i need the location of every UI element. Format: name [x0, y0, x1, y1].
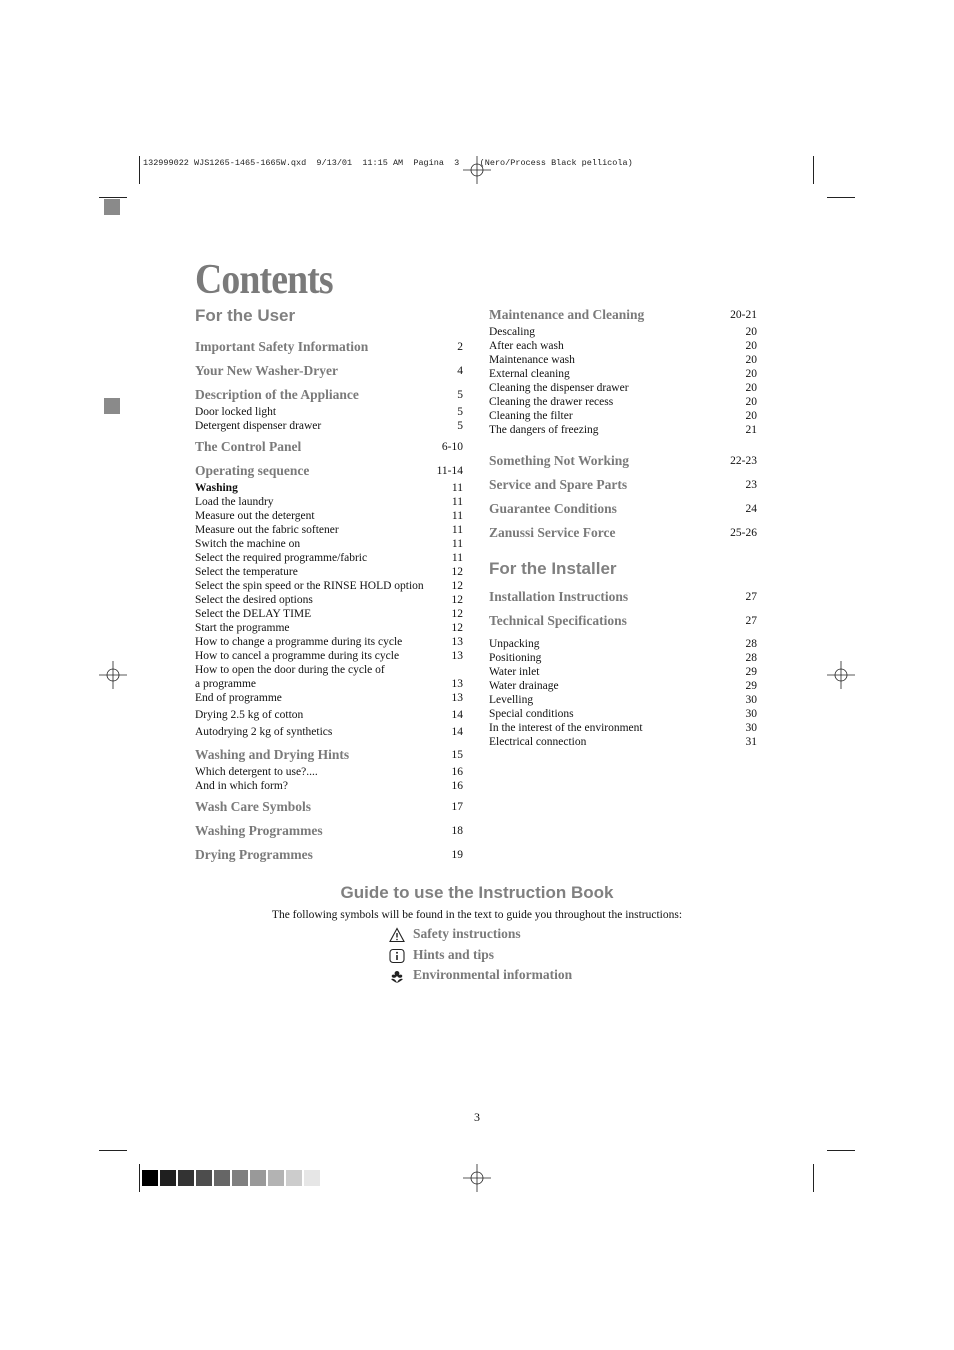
user-contents-column: [195, 305, 463, 865]
entry-label: Operating sequence: [195, 463, 310, 478]
info-icon: [389, 948, 405, 964]
crop-mark: [827, 197, 855, 198]
entry-page-number: 13: [451, 692, 463, 704]
color-swatch: [268, 1170, 284, 1186]
entry-label: Something Not Working: [489, 453, 630, 468]
page-title: Contents: [195, 257, 333, 303]
entry-label: a programme: [195, 678, 256, 690]
crop-mark: [99, 197, 127, 198]
entry-label: Unpacking: [489, 638, 540, 650]
contents-entry: [195, 621, 463, 635]
contents-entry: [195, 724, 463, 741]
entry-label: Levelling: [489, 694, 534, 706]
margin-marker: [104, 398, 120, 414]
contents-list: [195, 337, 463, 865]
contents-entry: [195, 707, 463, 724]
color-swatch: [250, 1170, 266, 1186]
contents-entry: [195, 593, 463, 607]
color-swatch: [178, 1170, 194, 1186]
entry-page-number: 30: [745, 708, 757, 720]
entry-label: Washing: [195, 482, 238, 494]
contents-entry: [195, 779, 463, 793]
entry-label: Technical Specifications: [489, 613, 627, 628]
maintenance-contents-column: [489, 305, 757, 749]
contents-entry: [489, 665, 757, 679]
contents-entry: [195, 405, 463, 419]
entry-page-number: 4: [457, 365, 463, 377]
contents-entry: [195, 495, 463, 509]
entry-page-number: 11-14: [436, 465, 463, 477]
contents-entry: [489, 679, 757, 693]
contents-entry: [489, 339, 757, 353]
contents-section-entry: [195, 385, 463, 405]
entry-page-number: 27: [745, 615, 757, 627]
contents-entry: [195, 419, 463, 433]
crop-mark: [99, 1150, 127, 1151]
contents-section-entry: [195, 845, 463, 865]
entry-label: Installation Instructions: [489, 589, 629, 604]
registration-mark-icon: [99, 661, 127, 689]
entry-page-number: 20: [745, 410, 757, 422]
entry-page-number: 27: [745, 591, 757, 603]
page-number: 3: [474, 1110, 480, 1124]
entry-label: How to open the door during the cycle of: [195, 664, 385, 676]
contents-entry: [195, 663, 463, 677]
contents-section-entry: [489, 305, 757, 325]
entry-label: Load the laundry: [195, 496, 274, 508]
entry-page-number: 20: [745, 354, 757, 366]
entry-page-number: 24: [745, 503, 757, 515]
crop-mark: [813, 156, 814, 184]
entry-label: After each wash: [489, 340, 564, 352]
entry-label: Select the DELAY TIME: [195, 608, 312, 620]
contents-entry: [489, 367, 757, 381]
color-swatch: [196, 1170, 212, 1186]
entry-label: Drying Programmes: [195, 847, 313, 862]
entry-label: Descaling: [489, 326, 535, 338]
entry-page-number: 31: [745, 736, 757, 748]
entry-page-number: 20: [745, 368, 757, 380]
entry-page-number: 23: [745, 479, 757, 491]
entry-page-number: 20-21: [730, 309, 757, 321]
contents-section-entry: [195, 337, 463, 357]
entry-page-number: 22-23: [730, 455, 757, 467]
entry-page-number: 11: [451, 552, 463, 564]
symbol-label: Hints and tips: [413, 947, 495, 962]
entry-page-number: 20: [745, 382, 757, 394]
contents-section-entry: [489, 451, 757, 471]
entry-page-number: 12: [451, 622, 463, 634]
contents-section-entry: [489, 475, 757, 495]
entry-page-number: 5: [457, 406, 463, 418]
print-slug: 132999022 WJS1265-1465-1665W.qxd 9/13/01 11:15 AM Pagina 3 (Nero/Process Black pellicola): [143, 158, 633, 168]
contents-entry: [195, 523, 463, 537]
entry-label: Which detergent to use?....: [195, 766, 318, 778]
entry-label: Autodrying 2 kg of synthetics: [195, 726, 333, 738]
entry-label: Detergent dispenser drawer: [195, 420, 322, 432]
contents-section-entry: [195, 745, 463, 765]
contents-entry: [195, 677, 463, 691]
margin-marker: [104, 199, 120, 215]
entry-label: Wash Care Symbols: [195, 799, 312, 814]
entry-label: External cleaning: [489, 368, 570, 380]
contents-entry: [489, 693, 757, 707]
entry-label: Important Safety Information: [195, 339, 369, 354]
entry-label: Select the temperature: [195, 566, 298, 578]
contents-entry: [195, 537, 463, 551]
entry-label: Cleaning the dispenser drawer: [489, 382, 629, 394]
contents-entry: [489, 707, 757, 721]
contents-entry: [195, 607, 463, 621]
entry-label: Description of the Appliance: [195, 387, 359, 402]
entry-page-number: 5: [457, 420, 463, 432]
contents-entry: [195, 579, 463, 593]
entry-label: Maintenance wash: [489, 354, 575, 366]
color-swatch: [286, 1170, 302, 1186]
entry-page-number: 11: [451, 510, 463, 522]
entry-label: Zanussi Service Force: [489, 525, 616, 540]
entry-label: Select the desired options: [195, 594, 313, 606]
entry-page-number: 19: [451, 849, 463, 861]
entry-label: Special conditions: [489, 708, 574, 720]
entry-page-number: 30: [745, 694, 757, 706]
entry-label: The dangers of freezing: [489, 424, 599, 436]
contents-section-entry: [195, 437, 463, 457]
entry-label: Guarantee Conditions: [489, 501, 617, 516]
entry-label: Measure out the detergent: [195, 510, 315, 522]
entry-label: Cleaning the filter: [489, 410, 573, 422]
contents-entry: [195, 649, 463, 663]
contents-section-entry: [489, 499, 757, 519]
contents-entry: [195, 509, 463, 523]
entry-page-number: 20: [745, 396, 757, 408]
color-swatch: [214, 1170, 230, 1186]
contents-entry: [195, 635, 463, 649]
contents-entry: [489, 721, 757, 735]
user-section-heading: For the User: [195, 306, 296, 325]
contents-entry: [489, 325, 757, 339]
entry-page-number: 14: [451, 726, 463, 738]
entry-page-number: 17: [451, 801, 463, 813]
symbol-environment: [389, 967, 572, 984]
warning-triangle-icon: [389, 927, 405, 943]
entry-page-number: 6-10: [441, 441, 463, 453]
entry-page-number: 11: [451, 496, 463, 508]
symbol-hints: [389, 947, 494, 964]
contents-entry: [489, 353, 757, 367]
color-swatch: [160, 1170, 176, 1186]
contents-list: [489, 587, 757, 749]
entry-label: Switch the machine on: [195, 538, 301, 550]
registration-mark-icon: [827, 661, 855, 689]
entry-label: Measure out the fabric softener: [195, 524, 339, 536]
crop-mark: [827, 1150, 855, 1151]
entry-page-number: 29: [745, 666, 757, 678]
contents-entry: [489, 651, 757, 665]
contents-entry: [489, 395, 757, 409]
entry-label: Door locked light: [195, 406, 277, 418]
contents-section-entry: [195, 797, 463, 817]
contents-section-entry: [195, 461, 463, 481]
contents-section-entry: [195, 361, 463, 381]
entry-label: Water inlet: [489, 666, 540, 678]
contents-entry: [195, 765, 463, 779]
color-swatch: [232, 1170, 248, 1186]
contents-entry: [489, 735, 757, 749]
entry-label: And in which form?: [195, 780, 288, 792]
contents-entry: [489, 381, 757, 395]
contents-section-entry: [489, 523, 757, 543]
crop-mark: [139, 156, 140, 184]
entry-page-number: 20: [745, 326, 757, 338]
entry-page-number: 28: [745, 638, 757, 650]
entry-label: The Control Panel: [195, 439, 302, 454]
entry-label: Maintenance and Cleaning: [489, 307, 645, 322]
entry-label: Water drainage: [489, 680, 559, 692]
entry-label: Positioning: [489, 652, 542, 664]
registration-mark-icon: [463, 156, 491, 184]
guide-heading: Guide to use the Instruction Book: [340, 883, 614, 902]
entry-label: How to change a programme during its cycle: [195, 636, 403, 648]
color-swatch: [142, 1170, 158, 1186]
entry-page-number: 5: [457, 389, 463, 401]
symbol-label: Safety instructions: [413, 926, 521, 941]
contents-entry: [489, 637, 757, 651]
contents-entry: [195, 565, 463, 579]
contents-entry: [195, 551, 463, 565]
guide-intro: The following symbols will be found in the text to guide you throughout the instructions:: [271, 909, 683, 921]
entry-page-number: 2: [457, 341, 463, 353]
entry-page-number: 12: [451, 580, 463, 592]
entry-page-number: 16: [451, 780, 463, 792]
entry-label: Service and Spare Parts: [489, 477, 628, 492]
symbol-safety: [389, 926, 521, 943]
contents-list: [489, 305, 757, 543]
symbol-label: Environmental information: [413, 967, 573, 982]
entry-page-number: 16: [451, 766, 463, 778]
contents-entry: [489, 423, 757, 437]
environment-flower-icon: [389, 968, 405, 984]
entry-label: Electrical connection: [489, 736, 587, 748]
entry-label: Your New Washer-Dryer: [195, 363, 338, 378]
entry-page-number: 29: [745, 680, 757, 692]
crop-mark: [813, 1164, 814, 1192]
entry-page-number: 13: [451, 650, 463, 662]
entry-page-number: 12: [451, 566, 463, 578]
entry-page-number: 28: [745, 652, 757, 664]
contents-section-entry: [489, 611, 757, 631]
crop-mark: [139, 1164, 140, 1192]
entry-page-number: 11: [451, 524, 463, 536]
color-swatch: [304, 1170, 320, 1186]
contents-entry: [195, 691, 463, 705]
entry-page-number: 21: [745, 424, 757, 436]
installer-section-heading: For the Installer: [489, 559, 617, 578]
contents-entry: [195, 481, 463, 495]
entry-label: Cleaning the drawer recess: [489, 396, 614, 408]
contents-section-entry: [489, 587, 757, 607]
entry-page-number: 13: [451, 636, 463, 648]
entry-page-number: 11: [451, 538, 463, 550]
contents-entry: [489, 409, 757, 423]
entry-label: Start the programme: [195, 622, 290, 634]
entry-page-number: 14: [451, 709, 463, 721]
entry-page-number: 20: [745, 340, 757, 352]
entry-label: Washing and Drying Hints: [195, 747, 350, 762]
entry-page-number: 12: [451, 594, 463, 606]
entry-label: End of programme: [195, 692, 282, 704]
entry-label: Washing Programmes: [195, 823, 323, 838]
entry-page-number: 25-26: [730, 527, 757, 539]
entry-label: Select the required programme/fabric: [195, 552, 368, 564]
entry-label: Drying 2.5 kg of cotton: [195, 709, 304, 721]
entry-page-number: 30: [745, 722, 757, 734]
entry-page-number: 15: [451, 749, 463, 761]
entry-page-number: 13: [451, 678, 463, 690]
registration-mark-icon: [463, 1164, 491, 1192]
entry-page-number: 18: [451, 825, 463, 837]
entry-label: Select the spin speed or the RINSE HOLD option: [195, 580, 424, 592]
contents-section-entry: [195, 821, 463, 841]
entry-label: How to cancel a programme during its cycle: [195, 650, 400, 662]
entry-page-number: 12: [451, 608, 463, 620]
entry-page-number: 11: [451, 482, 463, 494]
entry-label: In the interest of the environment: [489, 722, 643, 734]
